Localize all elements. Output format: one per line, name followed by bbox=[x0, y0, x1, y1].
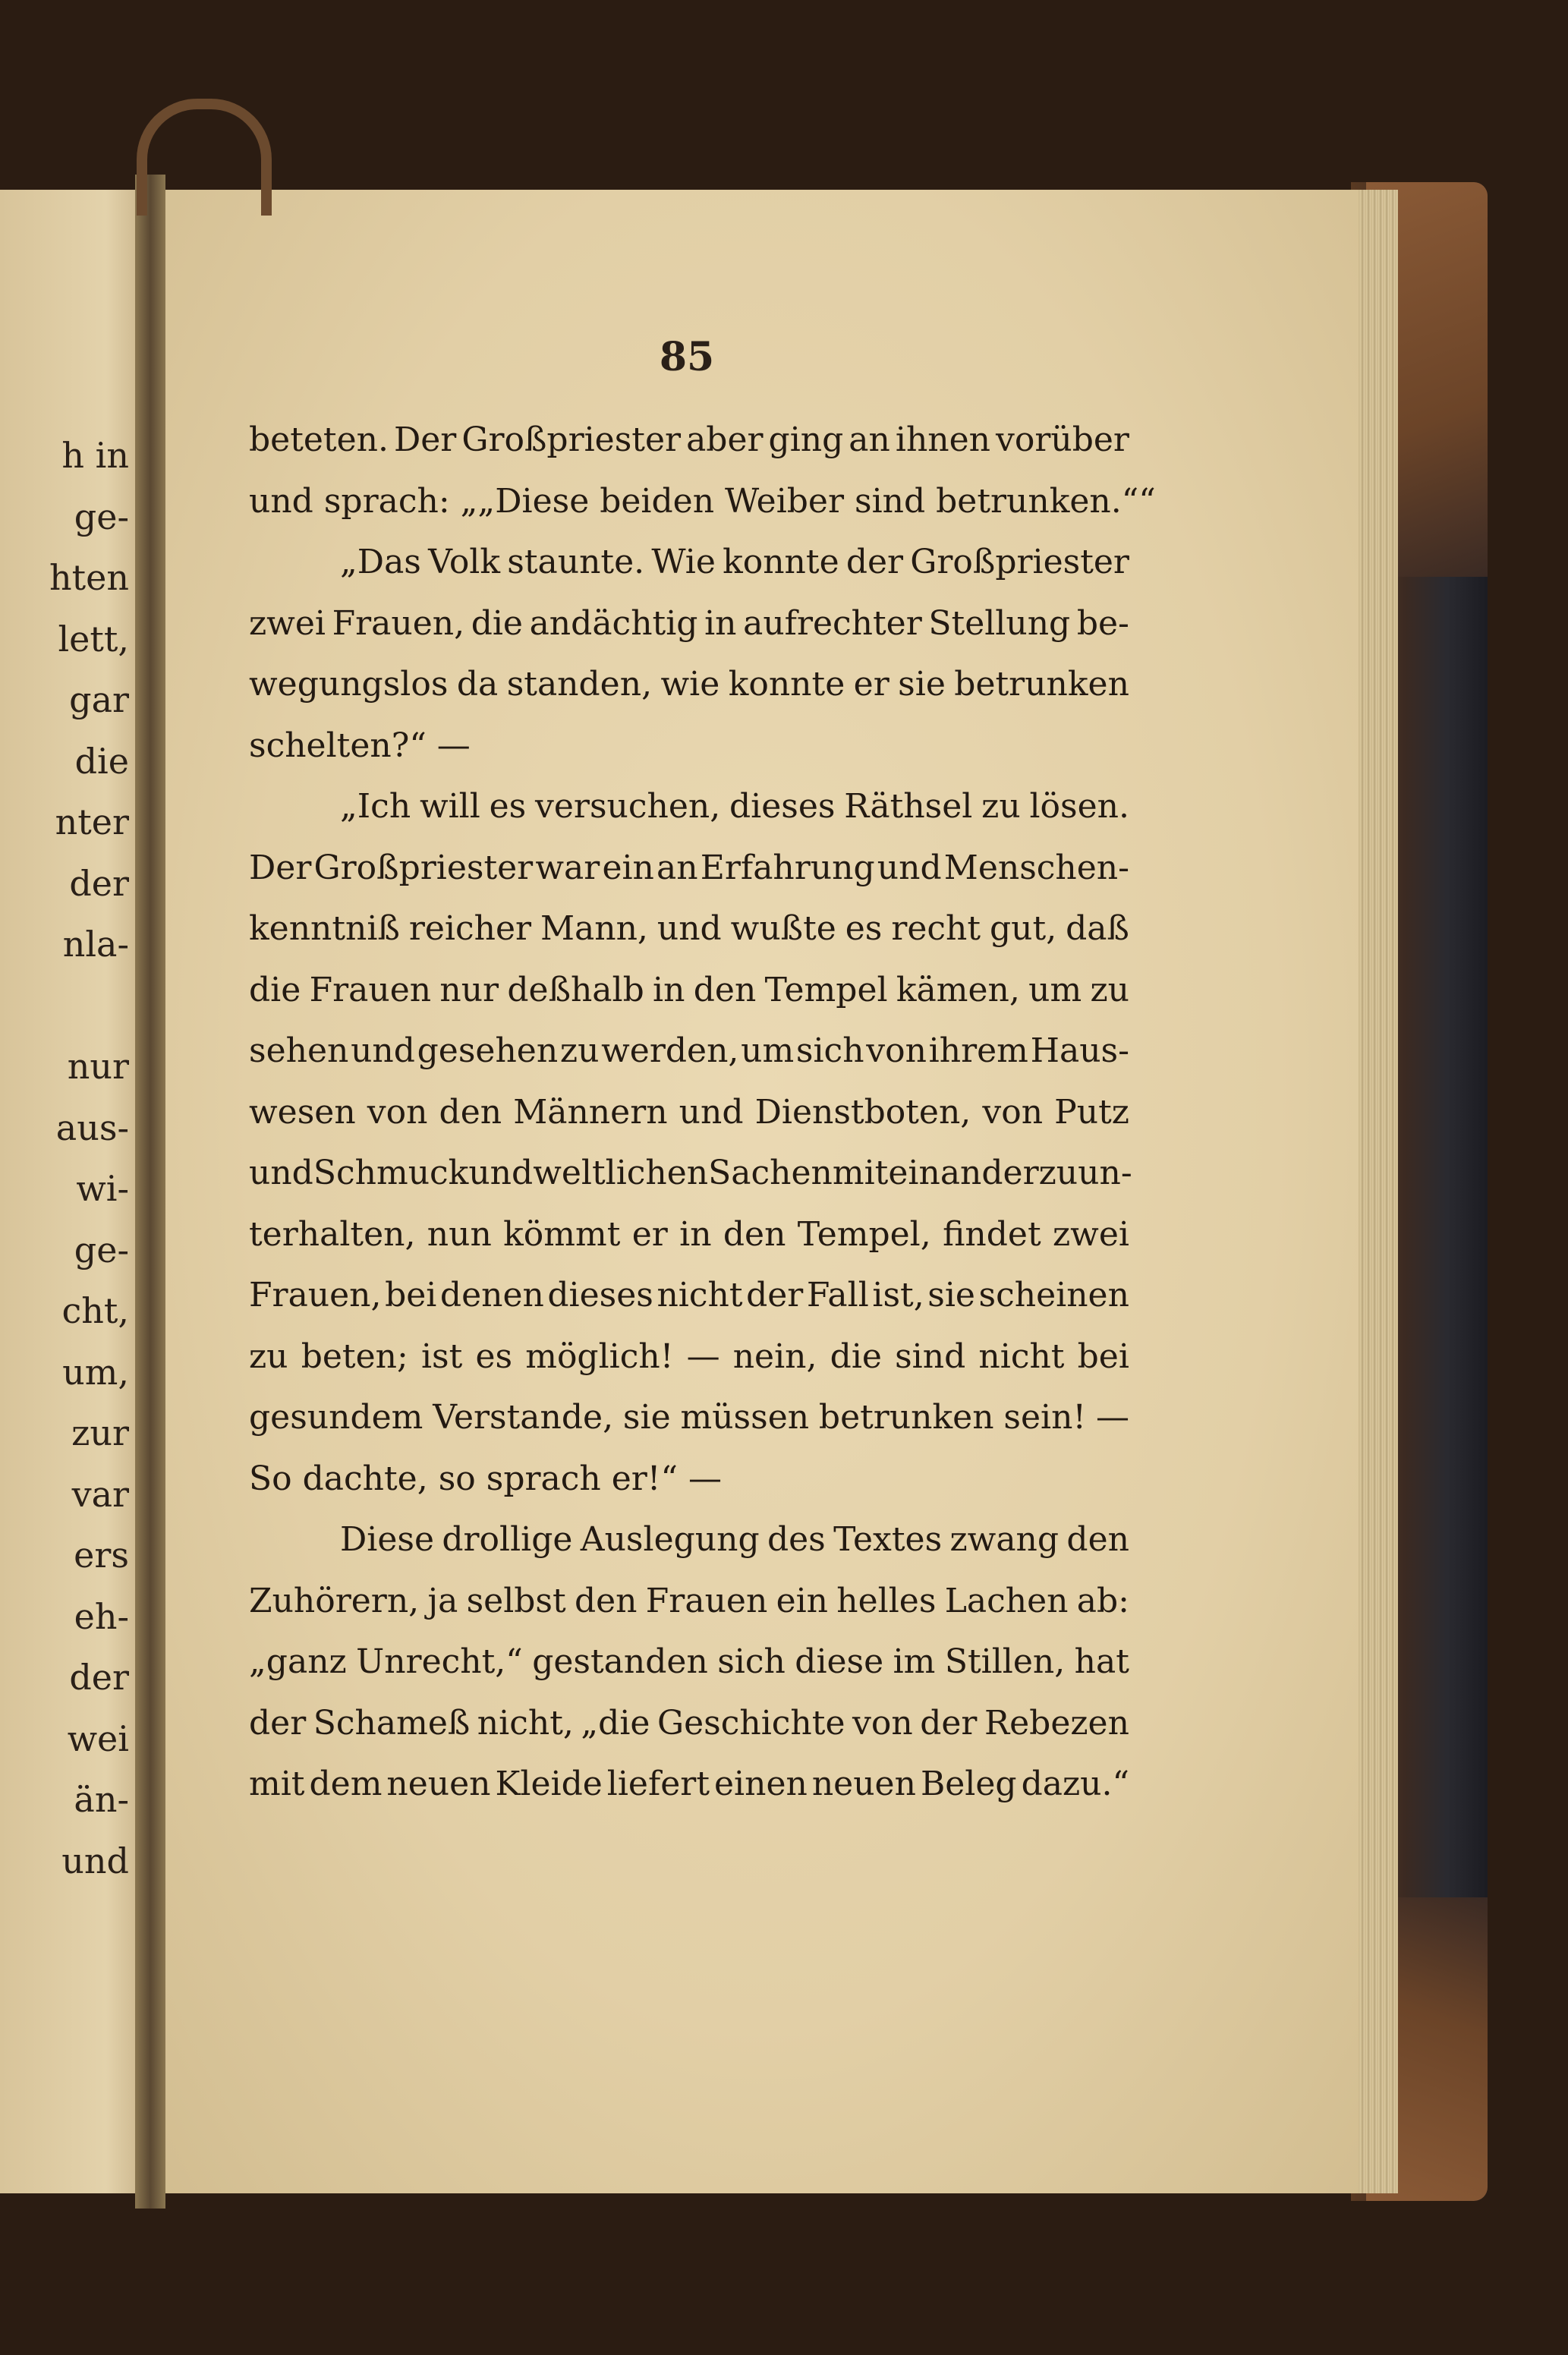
left-page-fragment: nla- bbox=[62, 924, 129, 965]
text-line: „ganz Unrecht,“ gestanden sich diese im Stillen, hat bbox=[249, 1642, 1129, 1681]
left-page-fragment: der bbox=[69, 862, 129, 904]
left-page-fragment: aus- bbox=[55, 1107, 129, 1148]
text-line: Frauen, bei denen dieses nicht der Fall ist, sie scheinen bbox=[249, 1276, 1129, 1314]
left-page-fragment: eh- bbox=[74, 1595, 129, 1637]
text-line: Der Großpriester war ein an Erfahrung und Menschen- bbox=[249, 848, 1129, 887]
left-page-fragment: än- bbox=[74, 1779, 129, 1820]
left-page-fragment: hten bbox=[49, 557, 129, 598]
book-gutter bbox=[135, 175, 165, 2209]
page-edges bbox=[1359, 190, 1398, 2193]
text-line: und sprach: „„Diese beiden Weiber sind betrunken.““ bbox=[249, 481, 1156, 521]
left-page-fragment: nur bbox=[67, 1046, 129, 1087]
left-page-fragment: wei bbox=[67, 1717, 129, 1759]
text-line: schelten?“ — bbox=[249, 726, 471, 765]
left-page-fragment: gar bbox=[69, 679, 129, 720]
text-line: wesen von den Männern und Dienstboten, von Putz bbox=[249, 1092, 1129, 1132]
left-page-fragment: ge- bbox=[74, 1229, 129, 1270]
text-line: zu beten; ist es möglich! — nein, die sind nicht bei bbox=[249, 1336, 1129, 1376]
text-line: der Schameß nicht, „die Geschichte von der Rebezen bbox=[249, 1703, 1129, 1743]
text-line: Zuhörern, ja selbst den Frauen ein helles Lachen ab: bbox=[249, 1581, 1129, 1620]
text-line: Diese drollige Auslegung des Textes zwang den bbox=[340, 1520, 1129, 1559]
text-line: wegungslos da standen, wie konnte er sie betrunken bbox=[249, 665, 1129, 704]
text-line: „Das Volk staunte. Wie konnte der Großpriester bbox=[340, 543, 1129, 581]
left-page-fragment: der bbox=[69, 1657, 129, 1698]
text-line: So dachte, so sprach er!“ — bbox=[249, 1459, 722, 1498]
left-page-fragment: zur bbox=[71, 1412, 129, 1453]
text-line: „Ich will es versuchen, dieses Räthsel zu lösen. bbox=[340, 787, 1129, 826]
left-page-fragment: var bbox=[71, 1473, 129, 1515]
text-line: die Frauen nur deßhalb in den Tempel kämen, um zu bbox=[249, 970, 1129, 1009]
left-page-fragment: die bbox=[74, 740, 129, 782]
text-line: sehen und gesehen zu werden, um sich von ihrem Haus- bbox=[249, 1031, 1129, 1070]
left-page-fragment: nter bbox=[55, 801, 129, 842]
text-line: zwei Frauen, die andächtig in aufrechter Stellung be- bbox=[249, 603, 1129, 643]
left-page-fragment: ers bbox=[74, 1535, 129, 1576]
left-page-fragment: h in bbox=[61, 435, 129, 476]
left-page-fragment: wi- bbox=[76, 1168, 129, 1209]
bookmark-thread bbox=[137, 99, 272, 216]
text-line: kenntniß reicher Mann, und wußte es recht gut, daß bbox=[249, 909, 1129, 948]
text-line: beteten. Der Großpriester aber ging an ihnen vorüber bbox=[249, 420, 1129, 459]
left-page-fragment: ge- bbox=[74, 496, 129, 537]
text-line: und Schmuck und weltlichen Sachen miteinander zu un- bbox=[249, 1154, 1132, 1192]
left-page-fragment: cht, bbox=[61, 1290, 129, 1331]
left-page-fragment: und bbox=[61, 1840, 129, 1881]
body-text bbox=[249, 410, 1156, 1815]
text-line: terhalten, nun kömmt er in den Tempel, findet zwei bbox=[249, 1214, 1129, 1254]
text-line: gesundem Verstande, sie müssen betrunken sein! — bbox=[249, 1398, 1129, 1437]
text-line: mit dem neuen Kleide liefert einen neuen Beleg dazu.“ bbox=[249, 1765, 1129, 1803]
page-number: 85 bbox=[659, 334, 715, 380]
left-page-fragment: um, bbox=[62, 1351, 129, 1393]
left-page-fragment: lett, bbox=[58, 618, 129, 660]
